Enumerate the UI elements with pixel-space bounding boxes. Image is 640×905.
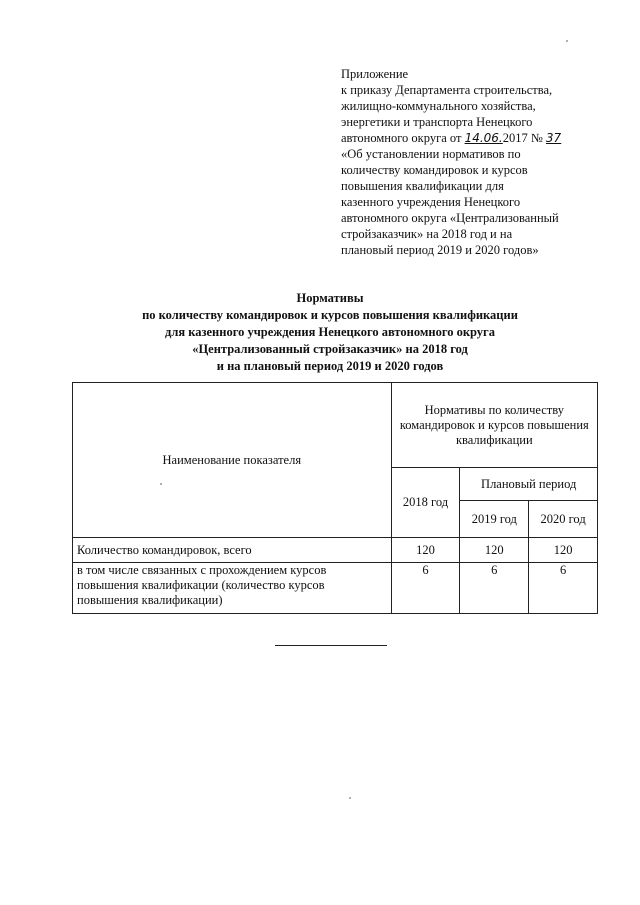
appendix-line: энергетики и транспорта Ненецкого bbox=[341, 115, 533, 129]
appendix-date-line bbox=[341, 130, 601, 146]
appendix-subject-line: стройзаказчик» на 2018 год и на bbox=[341, 227, 513, 241]
appendix-subject-line: «Об установлении нормативов по bbox=[341, 147, 521, 161]
table-row bbox=[73, 563, 598, 614]
title-line: по количеству командировок и курсов повышения квалификации bbox=[142, 308, 518, 322]
table-row bbox=[73, 538, 598, 563]
title-line: Нормативы bbox=[296, 291, 364, 305]
appendix-line: Приложение bbox=[341, 67, 409, 81]
header-norms-group: Нормативы по количеству командировок и курсов повышения квалификации bbox=[391, 383, 597, 468]
header-year-2019: 2019 год bbox=[460, 501, 529, 538]
appendix-subject-line: плановый период 2019 и 2020 годов» bbox=[341, 243, 539, 257]
appendix-subject-line: количеству командировок и курсов bbox=[341, 163, 528, 177]
appendix-subject-line: автономного округа «Централизованный bbox=[341, 211, 559, 225]
appendix-line: жилищно-коммунального хозяйства, bbox=[341, 99, 536, 113]
appendix-subject-line: казенного учреждения Ненецкого bbox=[341, 195, 521, 209]
handwritten-date: 14.06. bbox=[464, 131, 503, 145]
value-2020: 120 bbox=[529, 538, 598, 563]
header-indicator-name: Наименование показателя bbox=[73, 383, 392, 538]
appendix-subject-line: повышения квалификации для bbox=[341, 179, 504, 193]
header-year-2020: 2020 год bbox=[529, 501, 598, 538]
value-2020: 6 bbox=[529, 563, 598, 614]
value-2019: 120 bbox=[460, 538, 529, 563]
date-year-number: 2017 № bbox=[502, 131, 546, 145]
scan-speck bbox=[566, 40, 568, 42]
scan-speck bbox=[349, 797, 351, 799]
end-separator-line bbox=[275, 645, 387, 646]
header-plan-period: Плановый период bbox=[460, 468, 598, 501]
row-label: Количество командировок, всего bbox=[73, 538, 392, 563]
value-2018: 6 bbox=[391, 563, 460, 614]
norms-table bbox=[72, 382, 598, 614]
header-year-2018: 2018 год bbox=[391, 468, 460, 538]
value-2019: 6 bbox=[460, 563, 529, 614]
title-line: «Централизованный стройзаказчик» на 2018 год bbox=[192, 342, 468, 356]
document-title bbox=[60, 290, 600, 375]
handwritten-order-number: 37 bbox=[545, 131, 562, 145]
title-line: для казенного учреждения Ненецкого автономного округа bbox=[165, 325, 495, 339]
appendix-block bbox=[341, 66, 601, 258]
value-2018: 120 bbox=[391, 538, 460, 563]
scan-speck bbox=[160, 483, 162, 485]
appendix-line: к приказу Департамента строительства, bbox=[341, 83, 553, 97]
date-prefix: автономного округа от bbox=[341, 131, 465, 145]
row-label: в том числе связанных с прохождением курсов повышения квалификации (количество курсов повышения квалификации) bbox=[73, 563, 392, 614]
title-line: и на плановый период 2019 и 2020 годов bbox=[216, 359, 444, 373]
